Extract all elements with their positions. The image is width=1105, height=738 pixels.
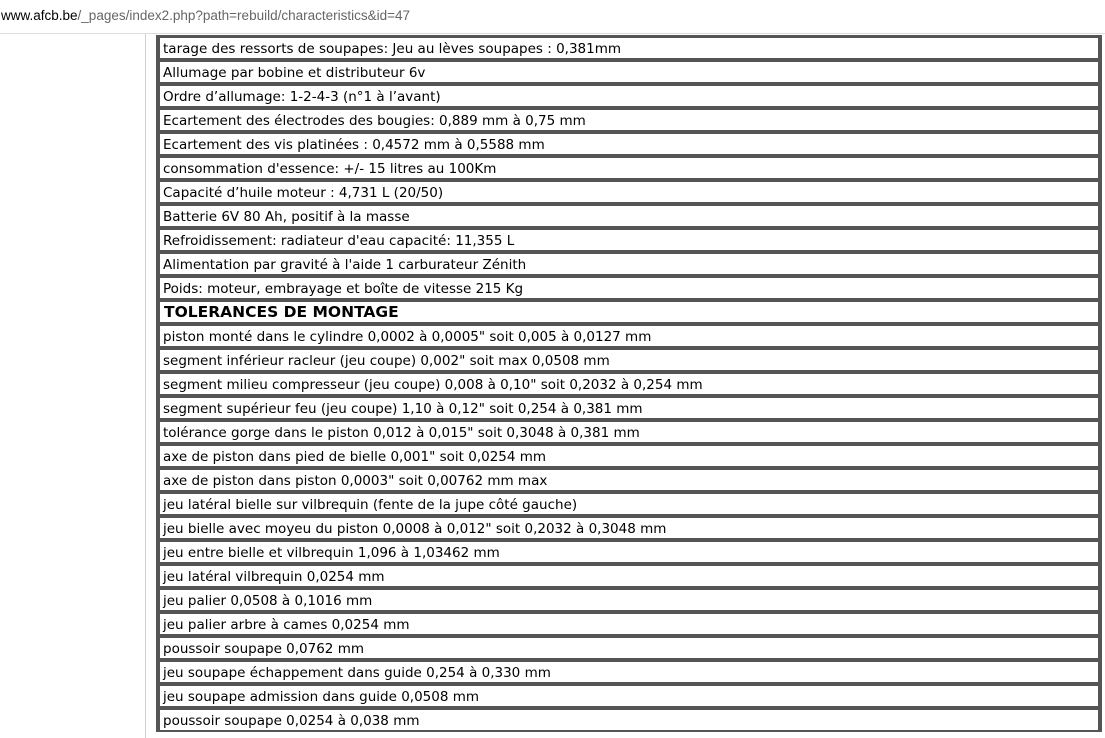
table-row bbox=[159, 109, 1099, 131]
table-cell-text: jeu latéral bielle sur vilbrequin (fente de la jupe côté gauche) bbox=[163, 497, 578, 513]
table-cell-text: Allumage par bobine et distributeur 6v bbox=[163, 65, 426, 81]
table-cell-text: Refroidissement: radiateur d'eau capacité: 11,355 L bbox=[163, 233, 515, 249]
table-cell-text: poussoir soupape 0,0762 mm bbox=[163, 641, 364, 657]
table-cell-text: Alimentation par gravité à l'aide 1 carburateur Zénith bbox=[163, 257, 527, 273]
table-cell-text: poussoir soupape 0,0254 à 0,038 mm bbox=[163, 713, 420, 729]
section-heading-row bbox=[159, 301, 1099, 323]
table-cell-text: jeu soupape échappement dans guide 0,254 à 0,330 mm bbox=[163, 665, 551, 681]
table-row bbox=[159, 709, 1099, 731]
table-cell-text: piston monté dans le cylindre 0,0002 à 0,0005" soit 0,005 à 0,0127 mm bbox=[163, 329, 652, 345]
table-cell-text: jeu palier 0,0508 à 0,1016 mm bbox=[163, 593, 373, 609]
table-cell-text: segment inférieur racleur (jeu coupe) 0,002" soit max 0,0508 mm bbox=[163, 353, 610, 369]
table-cell-text: jeu entre bielle et vilbrequin 1,096 à 1,03462 mm bbox=[163, 545, 500, 561]
table-row bbox=[159, 205, 1099, 227]
left-column-border bbox=[145, 34, 146, 738]
table-cell-text: Ecartement des électrodes des bougies: 0,889 mm à 0,75 mm bbox=[163, 113, 586, 129]
table-row bbox=[159, 661, 1099, 683]
table-row bbox=[159, 277, 1099, 299]
table-cell-text: Ecartement des vis platinées : 0,4572 mm à 0,5588 mm bbox=[163, 137, 545, 153]
table-cell-text: tolérance gorge dans le piston 0,012 à 0,015" soit 0,3048 à 0,381 mm bbox=[163, 425, 640, 441]
table-cell-text: jeu bielle avec moyeu du piston 0,0008 à 0,012" soit 0,2032 à 0,3048 mm bbox=[163, 521, 667, 537]
table-row bbox=[159, 325, 1099, 347]
table-row bbox=[159, 349, 1099, 371]
table-cell-text: jeu latéral vilbrequin 0,0254 mm bbox=[163, 569, 385, 585]
table-row bbox=[159, 613, 1099, 635]
table-cell-text: tarage des ressorts de soupapes: Jeu au lèves soupapes : 0,381mm bbox=[163, 41, 622, 57]
table-row bbox=[159, 85, 1099, 107]
table-row bbox=[159, 421, 1099, 443]
table-cell-text: axe de piston dans piston 0,0003" soit 0,00762 mm max bbox=[163, 473, 548, 489]
table-row bbox=[159, 397, 1099, 419]
table-row bbox=[159, 157, 1099, 179]
table-row bbox=[159, 589, 1099, 611]
table-cell-text: segment milieu compresseur (jeu coupe) 0,008 à 0,10" soit 0,2032 à 0,254 mm bbox=[163, 377, 703, 393]
table-cell-text: Capacité d’huile moteur : 4,731 L (20/50) bbox=[163, 185, 444, 201]
table-row bbox=[159, 445, 1099, 467]
table-row bbox=[159, 685, 1099, 707]
table-row bbox=[159, 373, 1099, 395]
table-cell-text: jeu palier arbre à cames 0,0254 mm bbox=[163, 617, 410, 633]
table-cell-text: Poids: moteur, embrayage et boîte de vitesse 215 Kg bbox=[163, 281, 524, 297]
specifications-table bbox=[156, 35, 1102, 732]
table-cell-text: Ordre d’allumage: 1-2-4-3 (n°1 à l’avant) bbox=[163, 89, 441, 105]
url-path: /_pages/index2.php?path=rebuild/characteristics&id=47 bbox=[77, 8, 411, 23]
table-row bbox=[159, 181, 1099, 203]
table-row bbox=[159, 517, 1099, 539]
table-row bbox=[159, 253, 1099, 275]
table-row bbox=[159, 493, 1099, 515]
table-cell-text: segment supérieur feu (jeu coupe) 1,10 à 0,12" soit 0,254 à 0,381 mm bbox=[163, 401, 643, 417]
table-row bbox=[159, 637, 1099, 659]
table-cell-text: consommation d'essence: +/- 15 litres au 100Km bbox=[163, 161, 497, 177]
address-bar[interactable] bbox=[0, 0, 1105, 34]
table-row bbox=[159, 565, 1099, 587]
table-row bbox=[159, 37, 1099, 59]
table-row bbox=[159, 229, 1099, 251]
url-text[interactable] bbox=[1, 8, 410, 23]
table-row bbox=[159, 541, 1099, 563]
section-heading: TOLERANCES DE MONTAGE bbox=[164, 303, 399, 321]
url-host: www.afcb.be bbox=[1, 8, 78, 23]
table-cell-text: jeu soupape admission dans guide 0,0508 mm bbox=[163, 689, 480, 705]
table-row bbox=[159, 469, 1099, 491]
table-row bbox=[159, 61, 1099, 83]
table-cell-text: Batterie 6V 80 Ah, positif à la masse bbox=[163, 209, 410, 225]
table-cell-text: axe de piston dans pied de bielle 0,001" soit 0,0254 mm bbox=[163, 449, 547, 465]
table-row bbox=[159, 133, 1099, 155]
